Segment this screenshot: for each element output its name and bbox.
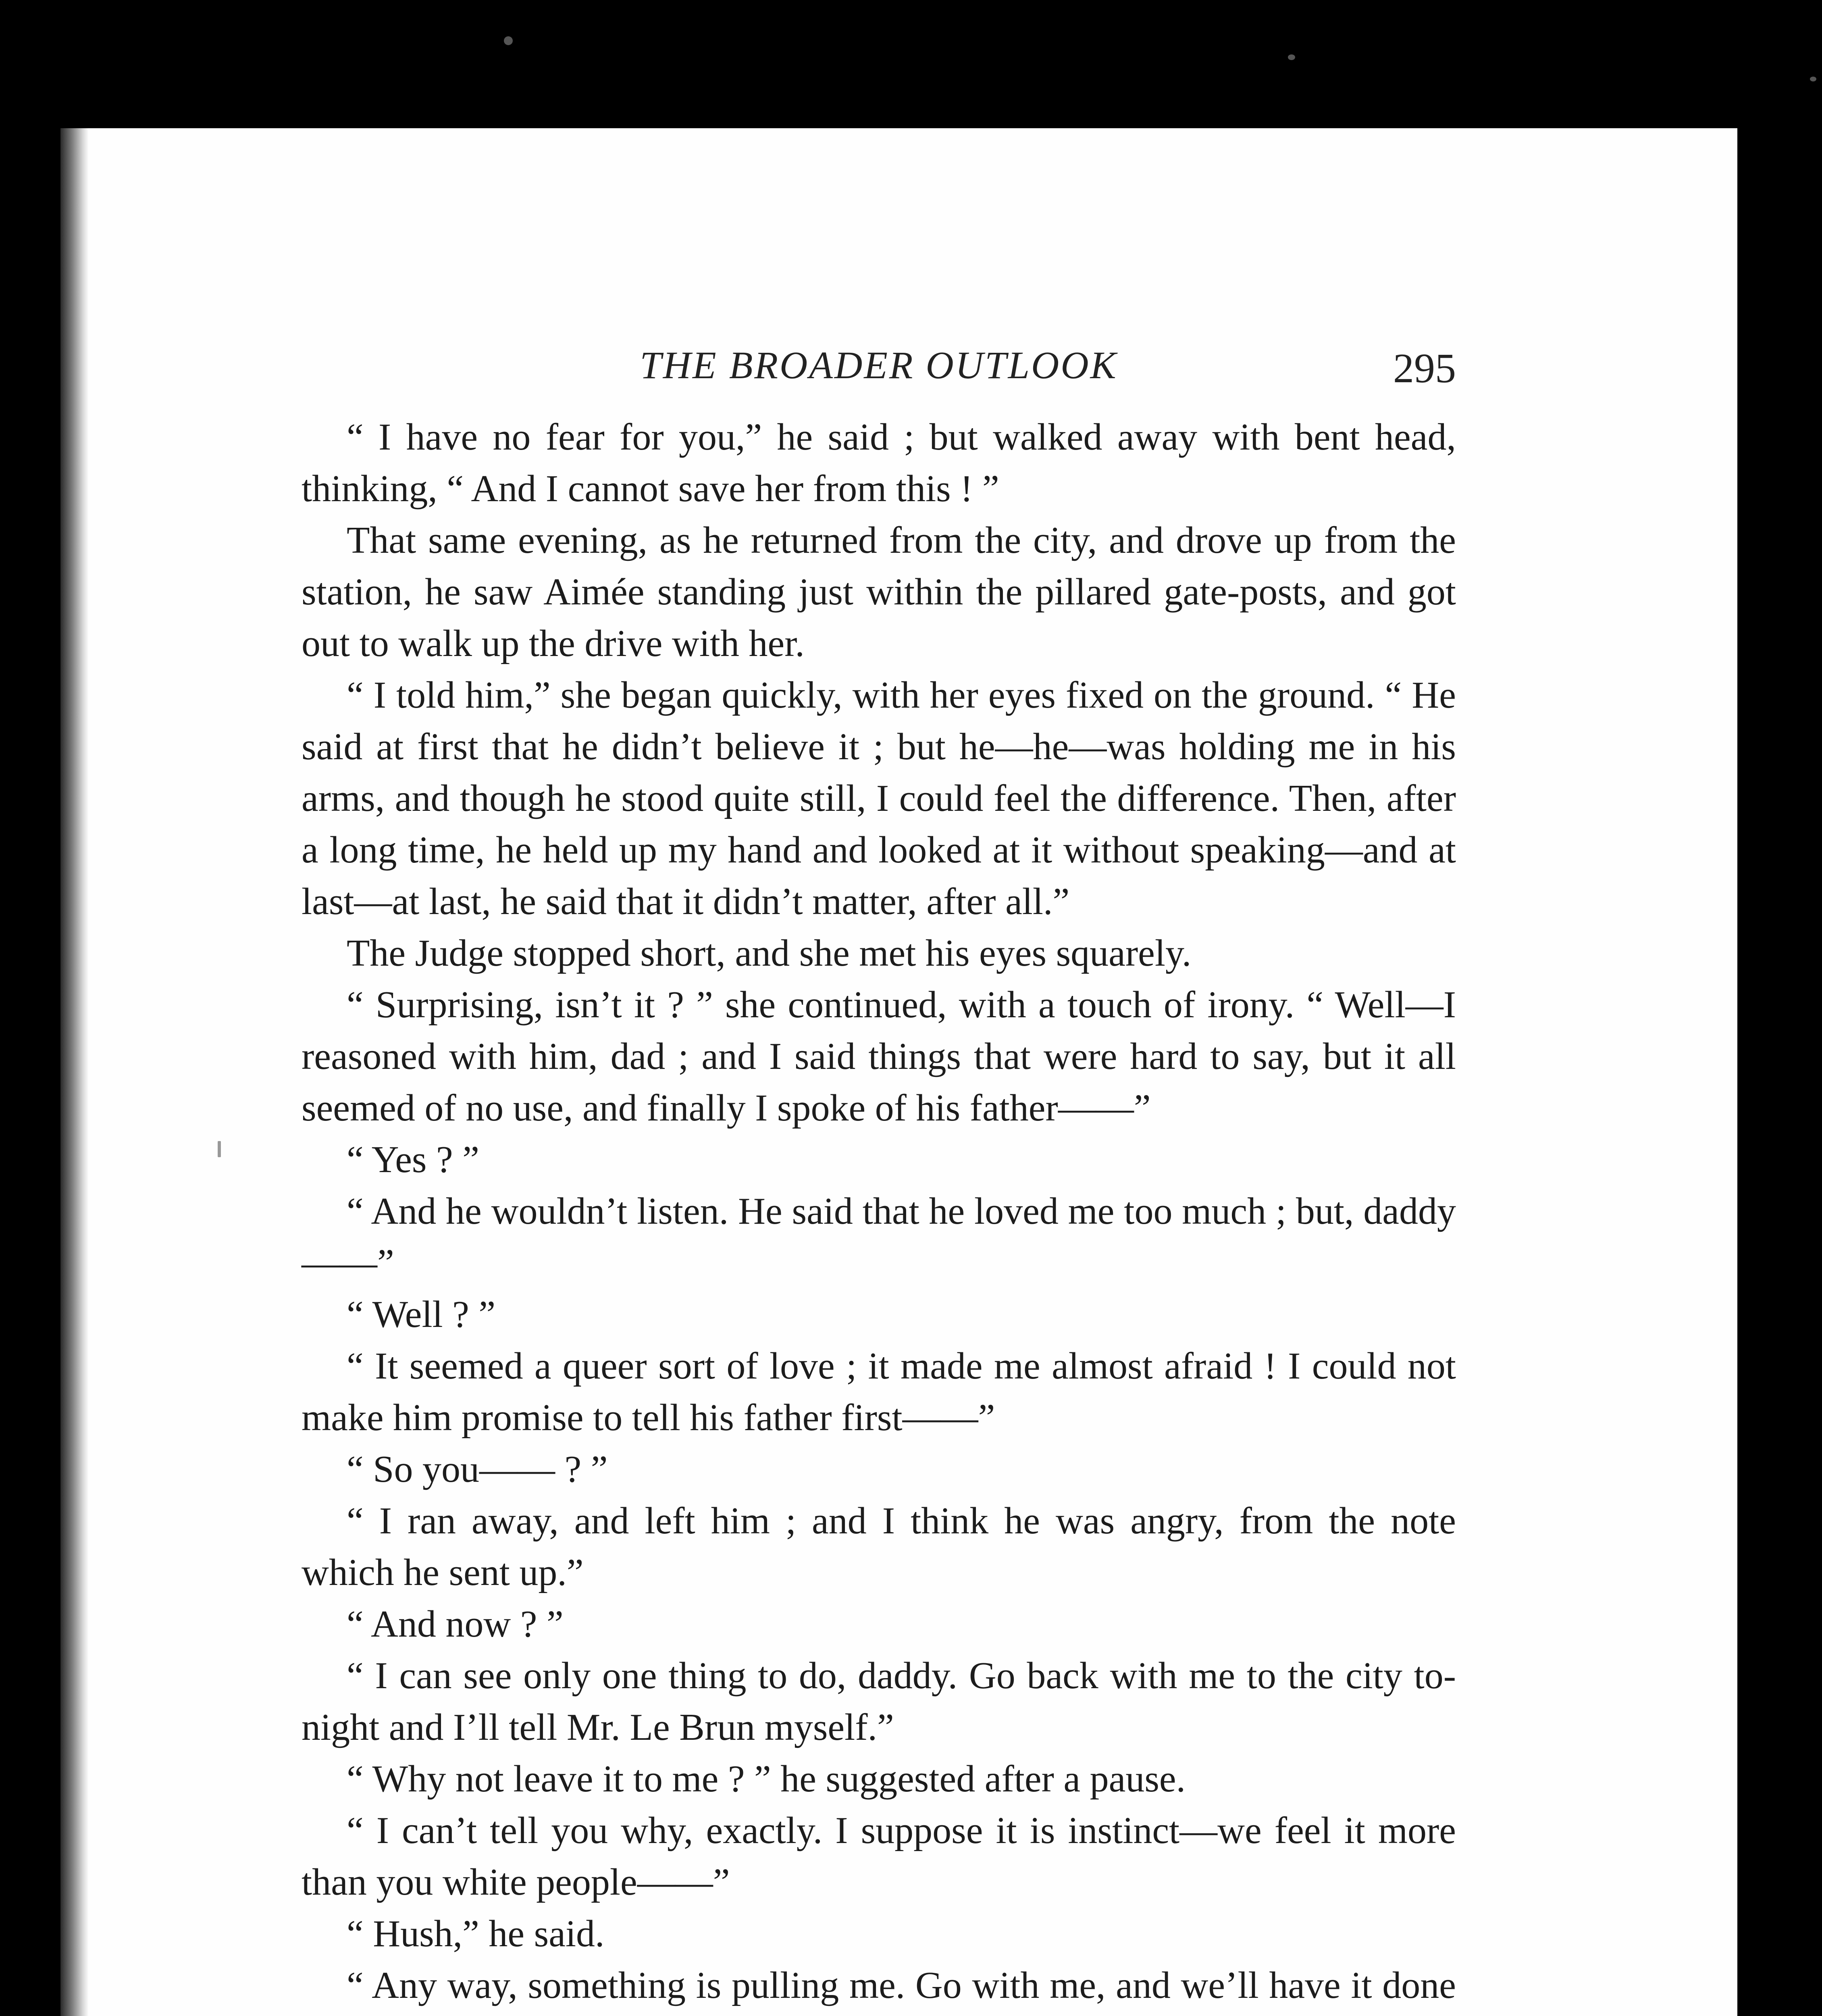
paragraph: “ Yes ? ”: [347, 1139, 479, 1181]
paragraph: “ I told him,” she began quickly, with her eyes fixed on the ground. “ He said at first that he didn’t believe it ; but he—he—was holding me in his arms, and though he stood quite still, I could feel the difference. Then, after a long time, he held up my hand and looked at it without speaking—and at last—at last, he said that it didn’t matter, after all.”: [302, 674, 1456, 923]
paragraph: “ I ran away, and left him ; and I think he was angry, from the note which he sent up.”: [302, 1500, 1456, 1593]
page-number: 295: [1393, 345, 1456, 392]
paragraph: “ And he wouldn’t listen. He said that he loved me too much ; but, daddy——”: [302, 1190, 1456, 1284]
paragraph: “ Well ? ”: [347, 1293, 496, 1335]
paragraph: “ Any way, something is pulling me. Go with me, and we’ll have it done: [347, 1964, 1456, 2006]
paragraph: That same evening, as he returned from the city, and drove up from the station, he saw Aimée standing just within the pillared gate-posts, and got out to walk up the drive with her.: [302, 519, 1456, 664]
paragraph: “ So you—— ? ”: [347, 1448, 608, 1490]
page-gutter-shadow: [60, 128, 89, 2016]
paragraph: “ I can see only one thing to do, daddy. Go back with me to the city to-night and I’ll tell Mr. Le Brun myself.”: [302, 1655, 1456, 1748]
paragraph: The Judge stopped short, and she met his eyes squarely.: [347, 932, 1192, 974]
paragraph: “ It seemed a queer sort of love ; it made me almost afraid ! I could not make him promise to tell his father first——”: [302, 1345, 1456, 1439]
paragraph: “ Why not leave it to me ? ” he suggested after a pause.: [347, 1758, 1186, 1800]
running-title: THE BROADER OUTLOOK: [640, 344, 1118, 387]
page-header: [302, 343, 1456, 391]
scan-speck: [504, 36, 513, 45]
paragraph: “ And now ? ”: [347, 1603, 564, 1645]
scan-speck: [1288, 54, 1295, 60]
paragraph: “ Hush,” he said.: [347, 1913, 605, 1955]
scan-speck: [218, 1141, 221, 1157]
body-text: [302, 411, 1456, 2016]
paragraph: “ I can’t tell you why, exactly. I suppose it is instinct—we feel it more than you white people——”: [302, 1810, 1456, 1903]
scan-speck: [1810, 77, 1816, 81]
paragraph: “ Surprising, isn’t it ? ” she continued, with a touch of irony. “ Well—I reasoned with him, dad ; and I said things that were hard to say, but it all seemed of no use, and finally I spoke of his father——”: [302, 984, 1456, 1129]
paragraph: “ I have no fear for you,” he said ; but walked away with bent head, thinking, “ And I cannot save her from this ! ”: [302, 416, 1456, 510]
